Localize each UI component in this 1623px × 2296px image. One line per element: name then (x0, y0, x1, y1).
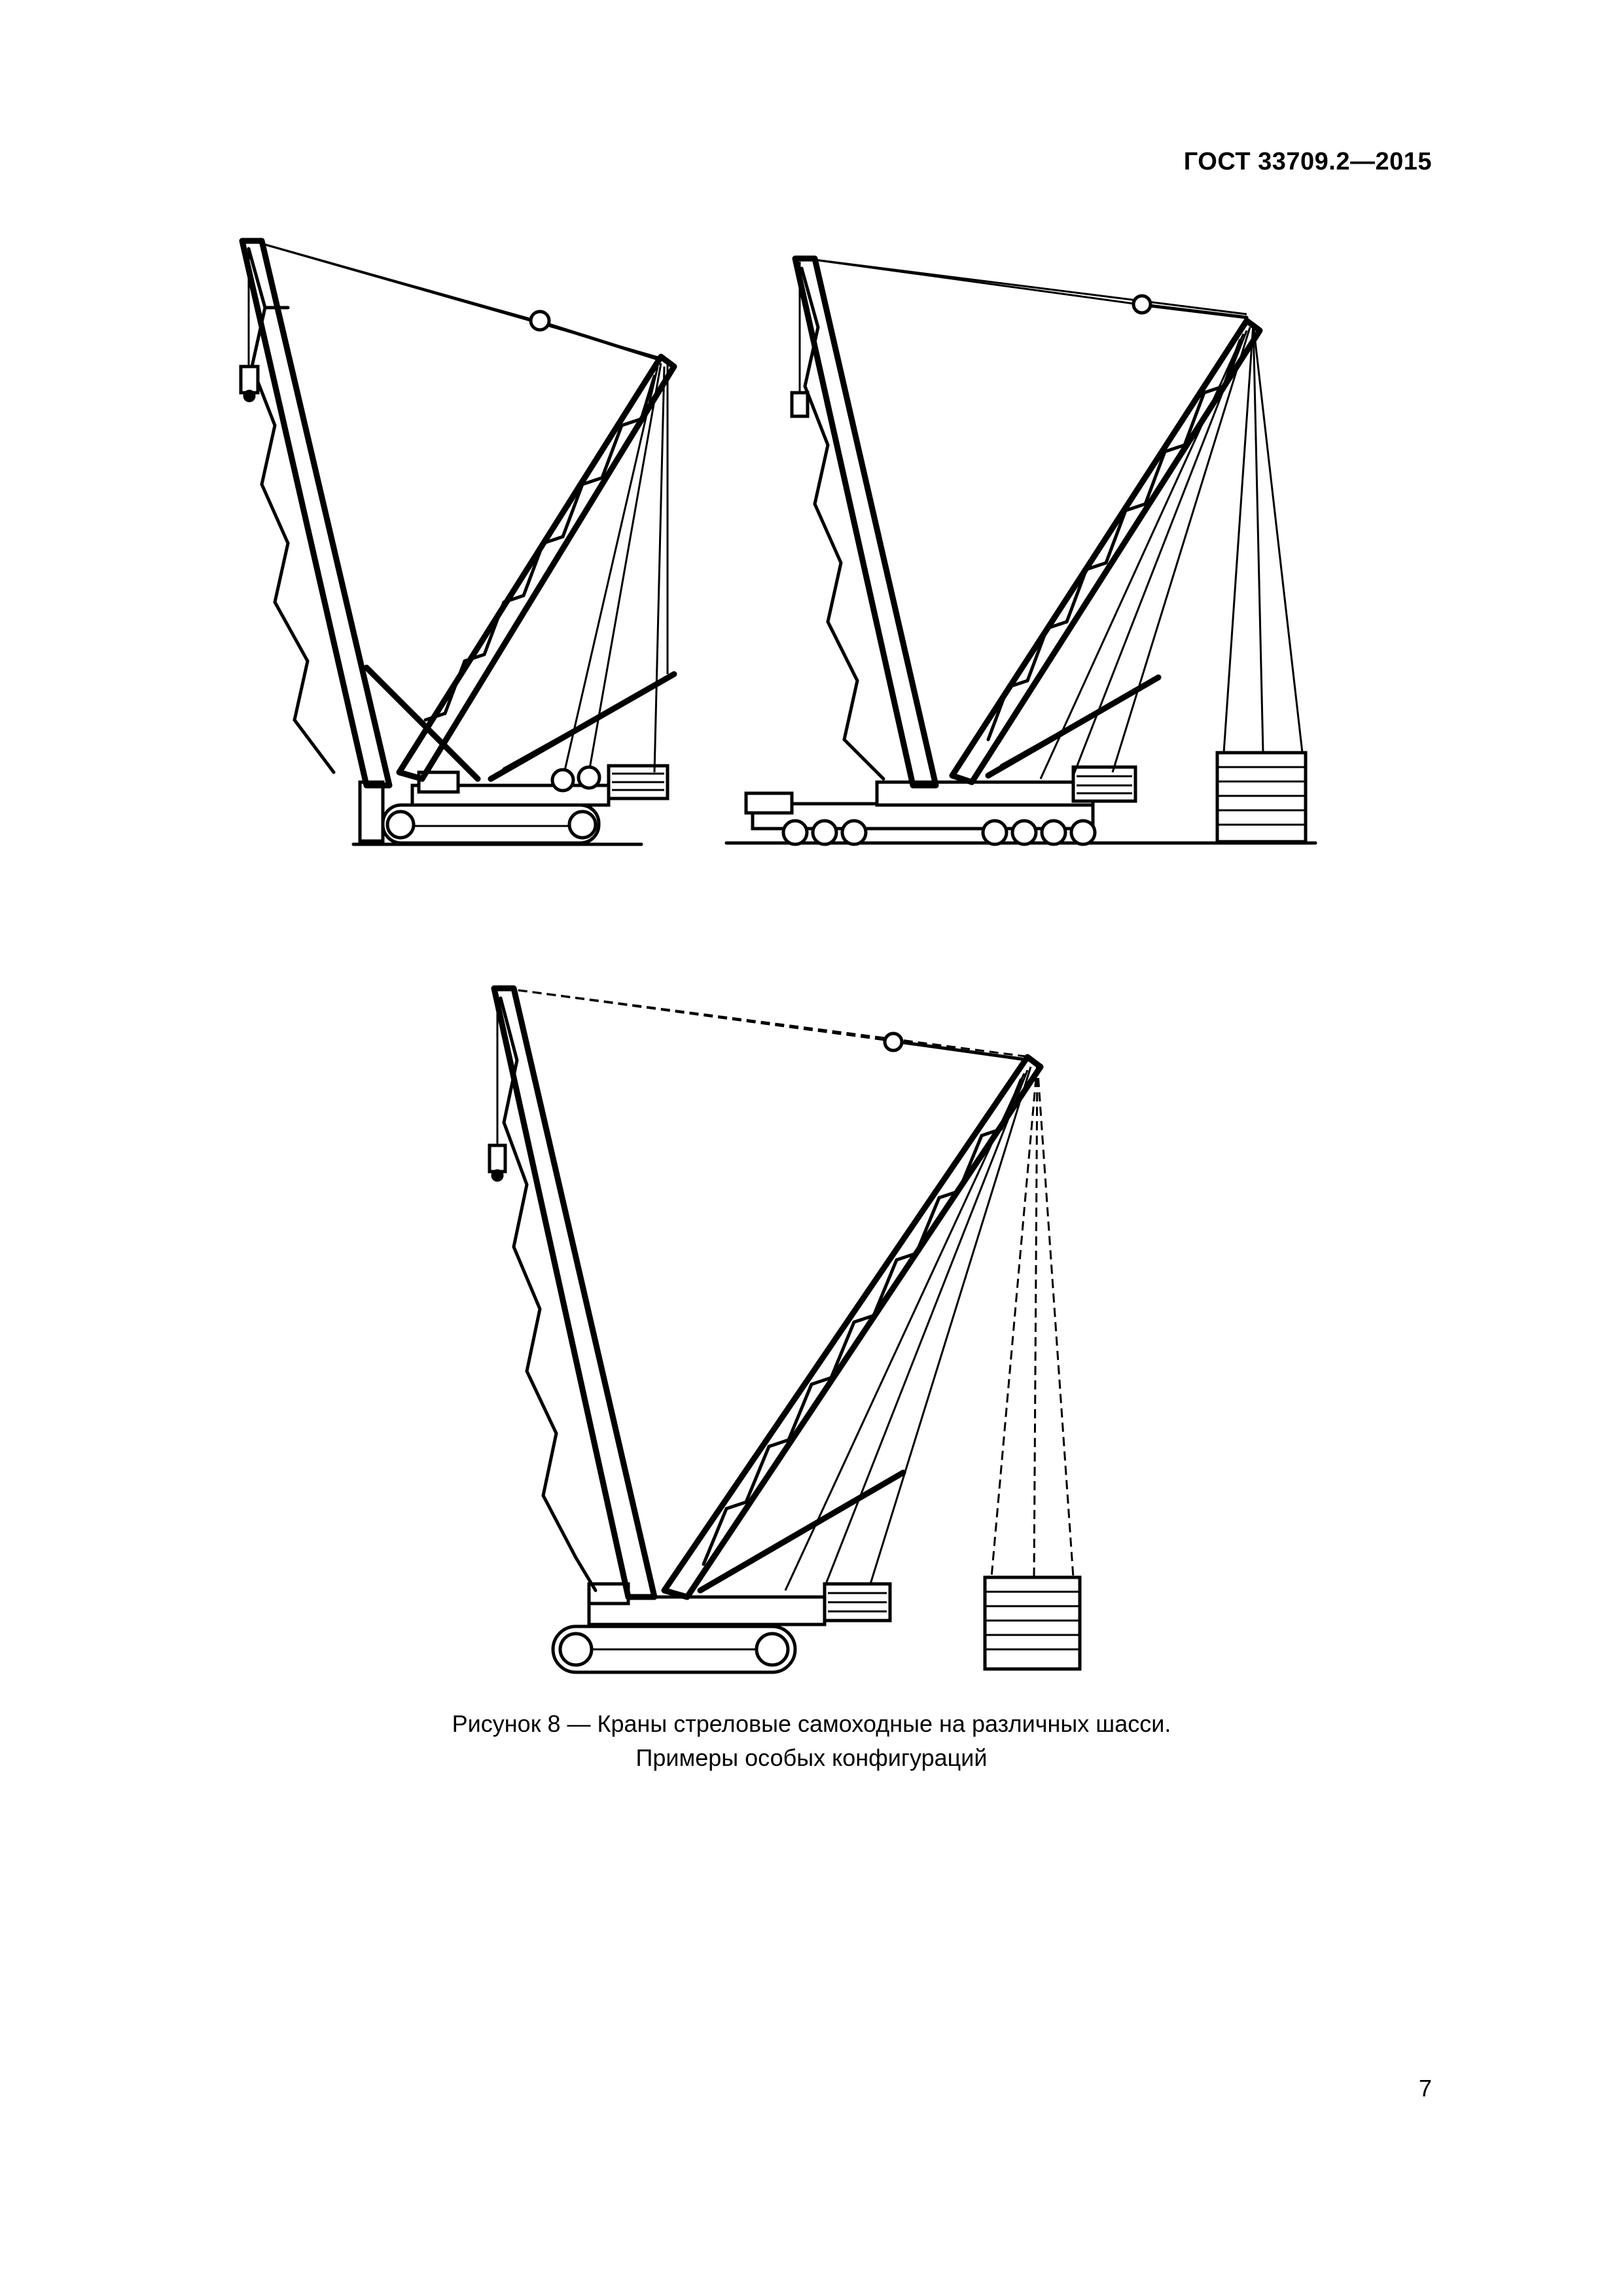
illustration-truck-crane-with-ballast (726, 259, 1315, 844)
document-standard-header: ГОСТ 33709.2—2015 (1183, 148, 1432, 175)
caption-line-2: Примеры особых конфигураций (635, 1744, 988, 1771)
illustration-crawler-crane-1 (241, 241, 674, 844)
caption-line-1: Рисунок 8 — Краны стреловые самоходные на различных шасси. (452, 1710, 1171, 1737)
illustration-crawler-crane-with-ballast (490, 988, 1080, 1672)
page-number: 7 (1418, 2075, 1432, 2102)
figure-caption (0, 1707, 1623, 1775)
